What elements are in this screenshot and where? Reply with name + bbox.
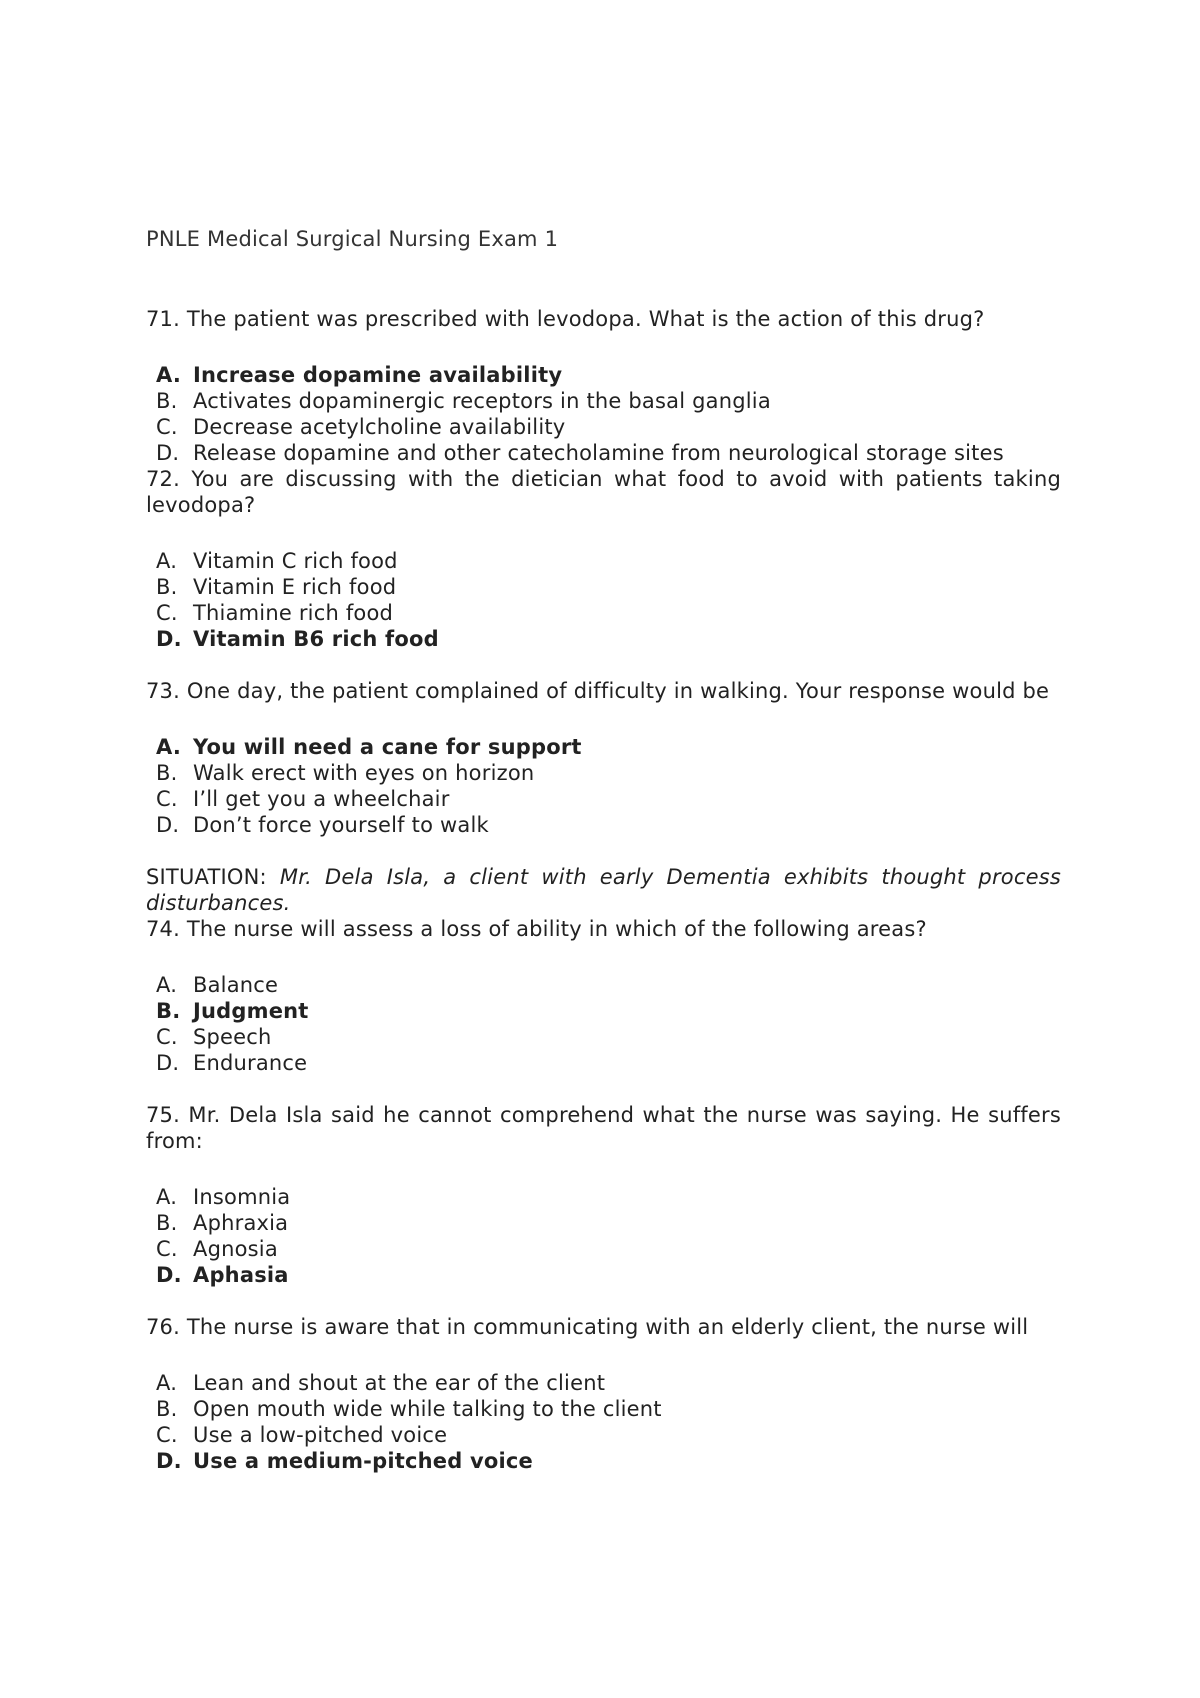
option-text: Walk erect with eyes on horizon xyxy=(193,761,535,785)
option-text: Vitamin B6 rich food xyxy=(193,627,439,651)
option-75-b xyxy=(146,1210,1061,1236)
question-73: 73. One day, the patient complained of difficulty in walking. Your response would be xyxy=(146,679,1050,703)
document-content xyxy=(146,226,1061,1474)
options-question-72 xyxy=(146,548,1061,652)
option-letter: C. xyxy=(156,1237,178,1261)
option-72-a xyxy=(146,548,1061,574)
option-text: Aphraxia xyxy=(193,1211,289,1235)
option-76-d xyxy=(146,1448,1061,1474)
situation-text: Mr. Dela Isla, a client with early Dementia exhibits thought process disturbances. xyxy=(146,865,1061,915)
option-74-a xyxy=(146,972,1061,998)
option-71-b xyxy=(146,388,1061,414)
options-question-71 xyxy=(146,362,1061,466)
question-72: 72. You are discussing with the dietician what food to avoid with patients taking levodopa? xyxy=(146,467,1061,517)
options-question-75 xyxy=(146,1184,1061,1288)
option-letter: D. xyxy=(156,1263,182,1287)
option-74-b xyxy=(146,998,1061,1024)
option-71-d xyxy=(146,440,1061,466)
option-text: Decrease acetylcholine availability xyxy=(193,415,566,439)
option-letter: C. xyxy=(156,1423,178,1447)
option-text: Use a low-pitched voice xyxy=(193,1423,448,1447)
option-text: Agnosia xyxy=(193,1237,278,1261)
option-letter: A. xyxy=(156,1371,178,1395)
option-letter: A. xyxy=(156,735,182,759)
option-72-d xyxy=(146,626,1061,652)
option-text: Increase dopamine availability xyxy=(193,363,563,387)
option-text: Lean and shout at the ear of the client xyxy=(193,1371,606,1395)
option-letter: B. xyxy=(156,575,178,599)
option-74-c xyxy=(146,1024,1061,1050)
option-letter: A. xyxy=(156,973,178,997)
page-title: PNLE Medical Surgical Nursing Exam 1 xyxy=(146,227,559,251)
option-text: Endurance xyxy=(193,1051,308,1075)
options-question-73 xyxy=(146,734,1061,838)
option-letter: A. xyxy=(156,549,178,573)
option-74-d xyxy=(146,1050,1061,1076)
option-text: Open mouth wide while talking to the client xyxy=(193,1397,662,1421)
question-76: 76. The nurse is aware that in communicating with an elderly client, the nurse will xyxy=(146,1315,1029,1339)
option-76-b xyxy=(146,1396,1061,1422)
option-75-c xyxy=(146,1236,1061,1262)
options-question-74 xyxy=(146,972,1061,1076)
option-text: Don’t force yourself to walk xyxy=(193,813,489,837)
option-letter: C. xyxy=(156,787,178,811)
option-73-b xyxy=(146,760,1061,786)
option-75-a xyxy=(146,1184,1061,1210)
option-76-a xyxy=(146,1370,1061,1396)
option-text: Speech xyxy=(193,1025,272,1049)
option-text: You will need a cane for support xyxy=(193,735,582,759)
option-letter: C. xyxy=(156,1025,178,1049)
option-text: Activates dopaminergic receptors in the basal ganglia xyxy=(193,389,771,413)
option-letter: D. xyxy=(156,627,182,651)
option-letter: B. xyxy=(156,999,181,1023)
option-72-b xyxy=(146,574,1061,600)
options-question-76 xyxy=(146,1370,1061,1474)
option-letter: A. xyxy=(156,1185,178,1209)
option-letter: D. xyxy=(156,813,180,837)
option-letter: D. xyxy=(156,1051,180,1075)
situation-label: SITUATION: xyxy=(146,865,267,889)
option-letter: A. xyxy=(156,363,182,387)
option-letter: B. xyxy=(156,389,178,413)
option-text: Balance xyxy=(193,973,279,997)
option-76-c xyxy=(146,1422,1061,1448)
option-73-d xyxy=(146,812,1061,838)
option-text: Insomnia xyxy=(193,1185,291,1209)
question-74: 74. The nurse will assess a loss of ability in which of the following areas? xyxy=(146,917,927,941)
option-letter: B. xyxy=(156,1211,178,1235)
option-75-d xyxy=(146,1262,1061,1288)
option-letter: B. xyxy=(156,761,178,785)
option-71-a xyxy=(146,362,1061,388)
option-72-c xyxy=(146,600,1061,626)
question-71: 71. The patient was prescribed with levodopa. What is the action of this drug? xyxy=(146,307,985,331)
option-text: Vitamin E rich food xyxy=(193,575,397,599)
option-letter: C. xyxy=(156,601,178,625)
option-text: Release dopamine and other catecholamine from neurological storage sites xyxy=(193,441,1004,465)
option-text: Judgment xyxy=(193,999,309,1023)
option-letter: B. xyxy=(156,1397,178,1421)
option-letter: C. xyxy=(156,415,178,439)
option-text: Use a medium-pitched voice xyxy=(193,1449,533,1473)
question-75: 75. Mr. Dela Isla said he cannot comprehend what the nurse was saying. He suffers from: xyxy=(146,1103,1061,1153)
situation-paragraph xyxy=(146,864,1061,916)
option-text: Aphasia xyxy=(193,1263,289,1287)
option-73-a xyxy=(146,734,1061,760)
option-text: Vitamin C rich food xyxy=(193,549,398,573)
option-text: I’ll get you a wheelchair xyxy=(193,787,450,811)
option-letter: D. xyxy=(156,1449,182,1473)
option-71-c xyxy=(146,414,1061,440)
option-letter: D. xyxy=(156,441,180,465)
option-73-c xyxy=(146,786,1061,812)
option-text: Thiamine rich food xyxy=(193,601,394,625)
